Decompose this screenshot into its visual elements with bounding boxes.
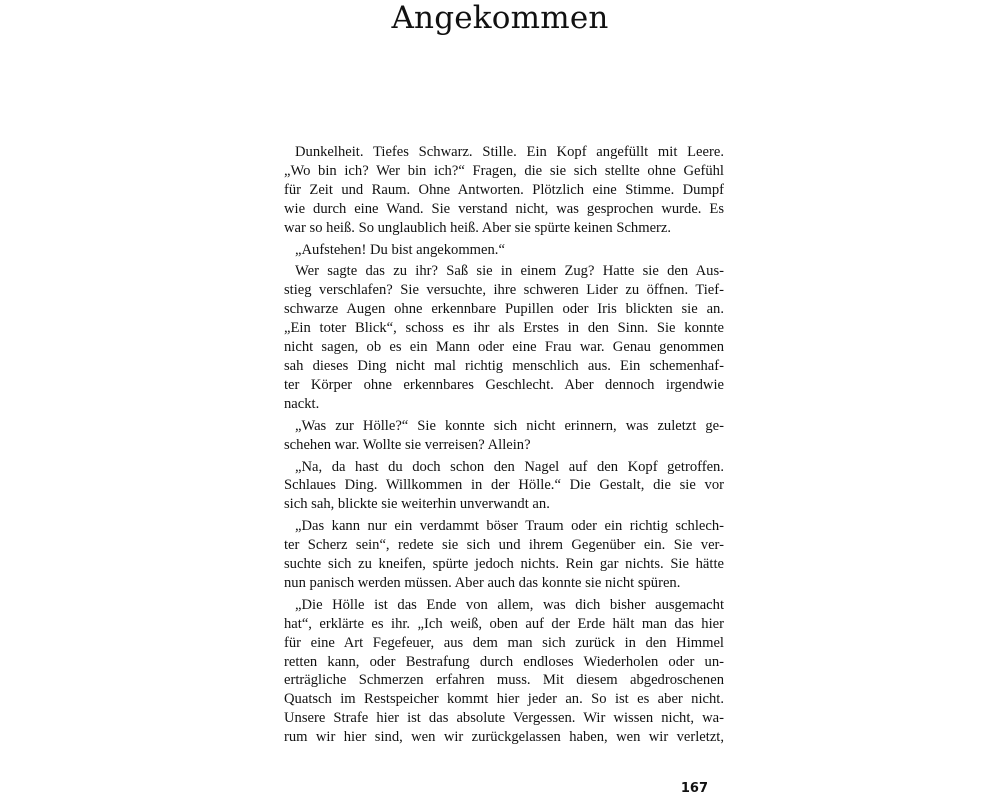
text-line: für Zeit und Raum. Ohne Antworten. Plötzlich eine Stimme. Dumpf — [284, 181, 724, 198]
text-line: rum wir hier sind, wen wir zurückgelassen haben, wen wir verletzt, — [284, 729, 724, 746]
text-line: Dunkelheit. Tiefes Schwarz. Stille. Ein Kopf angefüllt mit Leere. — [295, 144, 724, 160]
text-line: „Na, da hast du doch schon den Nagel auf den Kopf getroffen. — [295, 458, 724, 475]
text-line: „Aufstehen! Du bist angekommen.“ — [295, 241, 505, 258]
text-line: hat“, erklärte es ihr. „Ich weiß, oben auf der Erde hält man das hier — [284, 615, 724, 632]
text-line: Schlaues Ding. Willkommen in der Hölle.“ Die Gestalt, die sie vor — [284, 477, 724, 494]
body-text — [284, 143, 724, 747]
text-line: nun panisch werden müssen. Aber auch das konnte sie nicht spüren. — [284, 574, 681, 591]
text-line: erträgliche Schmerzen erfahren muss. Mit diesem abgedroschenen — [284, 672, 724, 689]
text-line: schehen war. Wollte sie verreisen? Allein? — [284, 436, 531, 453]
text-line: Wer sagte das zu ihr? Saß sie in einem Zug? Hatte sie den Aus- — [295, 263, 724, 280]
text-line: war so heiß. So unglaublich heiß. Aber sie spürte keinen Schmerz. — [284, 219, 672, 236]
text-line: nackt. — [284, 395, 320, 412]
text-line: ter Scherz sein“, redete sie sich und ihrem Gegenüber ein. Sie ver- — [284, 537, 724, 554]
text-line: „Wo bin ich? Wer bin ich?“ Fragen, die sie sich stellte ohne Gefühl — [284, 162, 724, 179]
text-line: Unsere Strafe hier ist das absolute Vergessen. Wir wissen nicht, wa- — [284, 710, 724, 727]
text-line: „Was zur Hölle?“ Sie konnte sich nicht erinnern, was zuletzt ge- — [295, 417, 724, 434]
text-line: „Das kann nur ein verdammt böser Traum oder ein richtig schlech- — [295, 518, 724, 535]
text-line: retten kann, oder Bestrafung durch endloses Wiederholen oder un- — [284, 653, 724, 670]
text-line: „Die Hölle ist das Ende von allem, was dich bisher ausgemacht — [295, 596, 724, 613]
text-line: sich sah, blickte sie weiterhin unverwandt an. — [284, 496, 550, 513]
text-line: suchte sich zu kneifen, spürte jedoch nichts. Rein gar nichts. Sie hätte — [284, 556, 724, 573]
text-line: „Ein toter Blick“, schoss es ihr als Erstes in den Sinn. Sie konnte — [284, 320, 724, 337]
text-line: sah dieses Ding nicht mal richtig menschlich aus. Ein schemenhaf- — [284, 357, 724, 374]
text-line: stieg verschlafen? Sie versuchte, ihre schweren Lider zu öffnen. Tief- — [284, 282, 724, 299]
text-line: wie durch eine Wand. Sie verstand nicht, was gesprochen wurde. Es — [284, 200, 724, 217]
chapter-title: Angekommen — [391, 0, 609, 36]
text-line: für eine Art Fegefeuer, aus dem man sich zurück in den Himmel — [284, 634, 724, 651]
text-line: nicht sagen, ob es ein Mann oder eine Frau war. Genau genommen — [284, 339, 724, 356]
text-line: ter Körper ohne erkennbares Geschlecht. Aber dennoch irgendwie — [284, 376, 724, 393]
text-line: Quatsch im Restspeicher kommt hier jeder an. So ist es aber nicht. — [284, 691, 724, 708]
text-line: schwarze Augen ohne erkennbare Pupillen oder Iris blickten sie an. — [284, 301, 724, 318]
page-number: 167 — [680, 781, 708, 796]
